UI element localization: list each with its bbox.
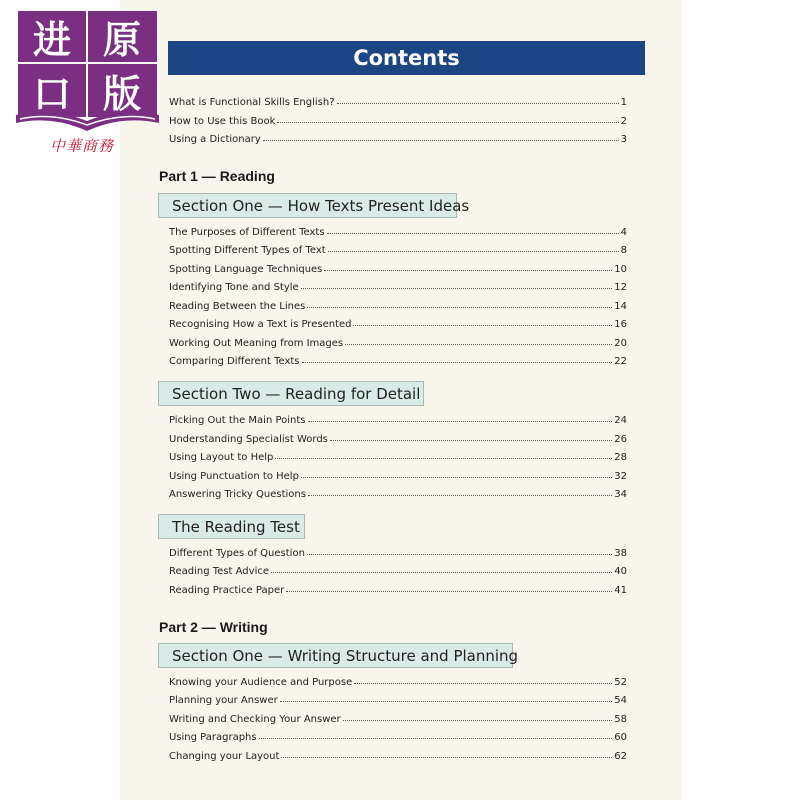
toc-entry-label: Recognising How a Text is Presented (169, 319, 352, 330)
toc-entry-page: 26 (614, 434, 627, 445)
toc-entry-page: 52 (614, 677, 627, 688)
toc-entry-page: 14 (614, 301, 627, 312)
toc-entry[interactable] (169, 298, 627, 312)
toc-entry-page: 41 (614, 585, 627, 596)
toc-entry-page: 60 (614, 732, 627, 743)
toc-entry[interactable] (169, 431, 627, 445)
toc-entry-label: Spotting Language Techniques (169, 264, 323, 275)
dot-leader (271, 562, 612, 573)
toc-entry-label: Different Types of Question (169, 548, 305, 559)
dot-leader (353, 315, 612, 326)
dot-leader (343, 710, 613, 721)
dot-leader (307, 544, 612, 555)
dot-leader (286, 581, 612, 592)
dot-leader (280, 691, 613, 702)
toc-entry[interactable] (169, 729, 627, 743)
toc-entry-label: Picking Out the Main Points (169, 415, 306, 426)
badge-char-2: 原 (102, 18, 142, 62)
import-edition-badge (14, 9, 161, 155)
toc-entry[interactable] (169, 224, 627, 238)
toc-entry[interactable] (169, 486, 627, 500)
section-heading-reading-for-detail: Section Two — Reading for Detail (158, 381, 424, 406)
toc-entry[interactable] (169, 582, 627, 596)
toc-entry[interactable] (169, 279, 627, 293)
toc-entry-page: 12 (614, 282, 627, 293)
toc-entry-page: 8 (620, 245, 627, 256)
dot-leader (275, 448, 612, 459)
section-heading-writing-structure: Section One — Writing Structure and Planning (158, 643, 513, 668)
toc-entry-page: 28 (614, 452, 627, 463)
toc-entry[interactable] (169, 545, 627, 559)
toc-entry[interactable] (169, 113, 627, 127)
dot-leader (301, 278, 613, 289)
toc-entry-page: 32 (614, 471, 627, 482)
toc-entry-label: What is Functional Skills English? (169, 97, 335, 108)
toc-entry-page: 40 (614, 566, 627, 577)
toc-entry-label: Answering Tricky Questions (169, 489, 306, 500)
toc-entry[interactable] (169, 468, 627, 482)
toc-entry-label: Working Out Meaning from Images (169, 338, 344, 349)
dot-leader (354, 673, 612, 684)
dot-leader (307, 297, 612, 308)
toc-entry-page: 34 (614, 489, 627, 500)
badge-tagline: 中華商務 (50, 137, 115, 155)
dot-leader (324, 260, 612, 271)
part-heading-writing: Part 2 — Writing (159, 619, 268, 635)
toc-entry[interactable] (169, 131, 627, 145)
toc-entry-label: Comparing Different Texts (169, 356, 300, 367)
dot-leader (330, 430, 612, 441)
dot-leader (308, 485, 612, 496)
toc-entry-page: 4 (620, 227, 627, 238)
toc-entry-page: 38 (614, 548, 627, 559)
toc-entry-label: Understanding Specialist Words (169, 434, 328, 445)
toc-entry-label: Reading Between the Lines (169, 301, 306, 312)
toc-entry[interactable] (169, 353, 627, 367)
toc-entry[interactable] (169, 261, 627, 275)
dot-leader (259, 728, 613, 739)
toc-entry-label: Planning your Answer (169, 695, 278, 706)
dot-leader (337, 93, 619, 104)
section-heading-how-texts-present-ideas: Section One — How Texts Present Ideas (158, 193, 457, 218)
toc-entry-page: 24 (614, 415, 627, 426)
dot-leader (327, 223, 619, 234)
dot-leader (277, 112, 618, 123)
toc-entry[interactable] (169, 748, 627, 762)
toc-entry[interactable] (169, 674, 627, 688)
toc-entry-label: Using Punctuation to Help (169, 471, 299, 482)
dot-leader (301, 467, 612, 478)
toc-entry[interactable] (169, 94, 627, 108)
toc-entry-page: 1 (620, 97, 627, 108)
toc-entry[interactable] (169, 711, 627, 725)
badge-char-1: 进 (32, 18, 72, 62)
toc-entry[interactable] (169, 316, 627, 330)
toc-entry-label: Writing and Checking Your Answer (169, 714, 341, 725)
toc-entry-page: 3 (620, 134, 627, 145)
toc-entry-page: 10 (614, 264, 627, 275)
toc-entry-page: 2 (620, 116, 627, 127)
part-heading-reading: Part 1 — Reading (159, 168, 275, 184)
toc-entry[interactable] (169, 692, 627, 706)
toc-entry-label: How to Use this Book (169, 116, 276, 127)
toc-entry-label: Knowing your Audience and Purpose (169, 677, 353, 688)
dot-leader (308, 411, 613, 422)
toc-entry[interactable] (169, 449, 627, 463)
badge-char-4: 版 (102, 72, 142, 116)
dot-leader (302, 352, 613, 363)
toc-entry-label: Using a Dictionary (169, 134, 261, 145)
toc-entry-page: 22 (614, 356, 627, 367)
toc-entry[interactable] (169, 335, 627, 349)
toc-entry-label: Identifying Tone and Style (169, 282, 299, 293)
toc-entry-page: 62 (614, 751, 627, 762)
toc-entry-page: 54 (614, 695, 627, 706)
section-heading-reading-test: The Reading Test (158, 514, 305, 539)
contents-title: Contents (168, 41, 645, 75)
toc-entry-label: Using Paragraphs (169, 732, 257, 743)
dot-leader (328, 241, 619, 252)
toc-entry[interactable] (169, 563, 627, 577)
toc-entry-label: Using Layout to Help (169, 452, 274, 463)
toc-entry-page: 16 (614, 319, 627, 330)
toc-entry-label: Spotting Different Types of Text (169, 245, 326, 256)
toc-entry[interactable] (169, 242, 627, 256)
dot-leader (281, 747, 612, 758)
toc-entry-label: Reading Test Advice (169, 566, 269, 577)
toc-entry-label: Changing your Layout (169, 751, 280, 762)
toc-entry[interactable] (169, 412, 627, 426)
dot-leader (345, 334, 612, 345)
dot-leader (263, 130, 619, 141)
toc-entry-label: Reading Practice Paper (169, 585, 285, 596)
open-book-logo (14, 9, 161, 135)
toc-entry-page: 58 (614, 714, 627, 725)
badge-char-3: 口 (32, 72, 72, 116)
toc-entry-page: 20 (614, 338, 627, 349)
toc-entry-label: The Purposes of Different Texts (169, 227, 325, 238)
